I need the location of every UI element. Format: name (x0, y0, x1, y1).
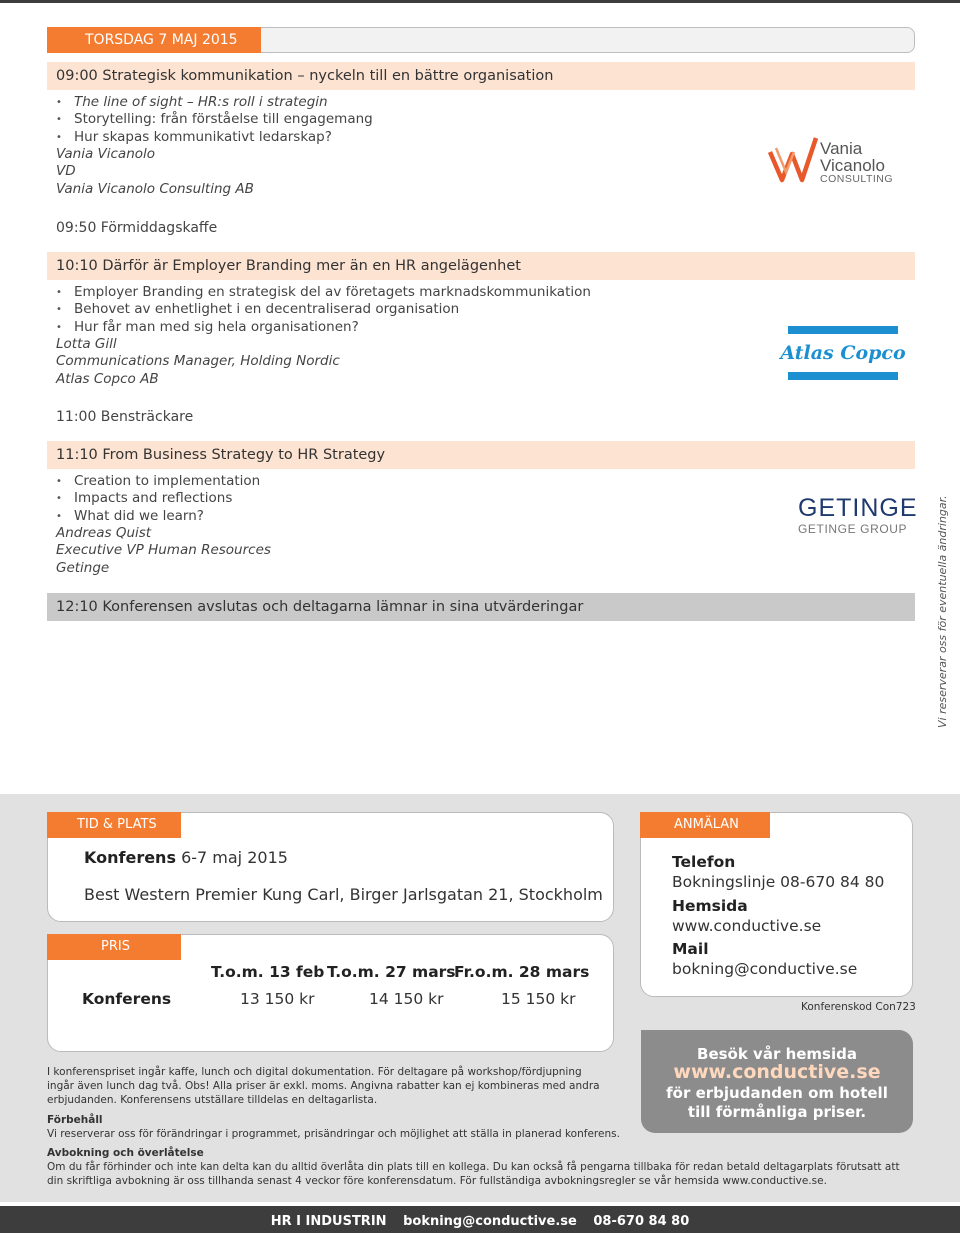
getinge-logo (798, 494, 918, 538)
visit-heading: Besök vår hemsida (697, 1045, 857, 1063)
svg-text:Vicanolo: Vicanolo (820, 156, 885, 175)
footer-phone: 08-670 84 80 (593, 1214, 690, 1229)
svg-text:Atlas Copco: Atlas Copco (780, 342, 906, 364)
speaker-company: Atlas Copco AB (56, 370, 159, 387)
svg-text:Vania: Vania (820, 139, 863, 158)
break-fika: 09:50 Förmiddagskaffe (56, 220, 218, 236)
session-title-1: 09:00 Strategisk kommunikation – nyckeln till en bättre organisation (47, 62, 915, 90)
price-column-2: T.o.m. 27 mars (327, 963, 456, 981)
atlas-copco-logo (780, 326, 906, 380)
tid-plats-tab: TID & PLATS (47, 812, 181, 838)
speaker-name: Lotta Gill (56, 336, 117, 352)
top-rule (0, 0, 960, 3)
speaker-name: Vania Vicanolo (56, 146, 156, 162)
bullet: • Storytelling: från förståelse till engagemang (56, 111, 373, 128)
session-bullets-3 (56, 473, 260, 525)
speaker-company: Vania Vicanolo Consulting AB (56, 180, 254, 197)
price-value-2: 14 150 kr (369, 990, 444, 1008)
visit-url[interactable]: www.conductive.se (673, 1061, 881, 1083)
bullet: • The line of sight – HR:s roll i strategin (56, 94, 373, 111)
bullet: • Hur skapas kommunikativt ledarskap? (56, 129, 373, 146)
speaker-name: Andreas Quist (56, 525, 152, 541)
price-value-1: 13 150 kr (240, 990, 315, 1008)
bullet: • Creation to implementation (56, 473, 260, 490)
speaker-title: VD (56, 163, 76, 180)
hemsida-link[interactable]: www.conductive.se (672, 917, 822, 935)
hemsida-label: Hemsida (672, 897, 748, 915)
telefon-value: Bokningslinje 08-670 84 80 (672, 873, 885, 891)
speaker-1 (56, 146, 254, 198)
price-row-label: Konferens (82, 990, 172, 1008)
speaker-title: Executive VP Human Resources (56, 542, 271, 559)
conference-dates: Konferens 6-7 maj 2015 (84, 848, 288, 867)
session-title-3: 11:10 From Business Strategy to HR Strategy (47, 441, 915, 469)
price-value-3: 15 150 kr (501, 990, 576, 1008)
session-title-2: 10:10 Därför är Employer Branding mer än en HR angelägenhet (47, 252, 915, 280)
mail-link[interactable]: bokning@conductive.se (672, 960, 858, 978)
svg-text:GETINGE GROUP: GETINGE GROUP (798, 522, 908, 536)
session-bullets-1 (56, 94, 373, 146)
footer (0, 1206, 960, 1233)
speaker-2 (56, 336, 340, 388)
speaker-company: Getinge (56, 559, 110, 576)
price-column-1: T.o.m. 13 feb (211, 963, 325, 981)
break-bensträckare: 11:00 Bensträckare (56, 409, 194, 425)
venue: Best Western Premier Kung Carl, Birger Jarlsgatan 21, Stockholm (84, 885, 603, 904)
bullet: • Behovet av enhetlighet i en decentraliserad organisation (56, 301, 591, 318)
footer-brand: HR I INDUSTRIN (270, 1214, 387, 1229)
footer-email[interactable]: bokning@conductive.se (403, 1214, 577, 1229)
price-column-3: Fr.o.m. 28 mars (454, 963, 590, 981)
konferenskod: Konferenskod Con723 (801, 1001, 916, 1013)
speaker-title: Communications Manager, Holding Nordic (56, 353, 340, 370)
bullet: • What did we learn? (56, 508, 260, 525)
date-tab: TORSDAG 7 MAJ 2015 (47, 27, 261, 53)
bullet: • Impacts and reflections (56, 490, 260, 507)
anmalan-tab: ANMÄLAN (640, 812, 770, 838)
visit-line3: för erbjudanden om hotell (666, 1084, 888, 1102)
closing-bar: 12:10 Konferensen avslutas och deltagarna lämnar in sina utvärderingar (47, 593, 915, 621)
side-note: Vi reserverar oss för eventuella ändringar. (936, 495, 949, 728)
visit-line4: till förmånliga priser. (687, 1103, 867, 1121)
svg-text:CONSULTING: CONSULTING (820, 173, 894, 185)
speaker-3 (56, 525, 271, 577)
avbokning-section: Avbokning och överlåtelse Om du får förhinder och inte kan delta kan du alltid överlåta din plats till en kollega. Du kan också få pengarna tillbaka för redan betald deltagarplats förutsatt att din skriftliga avbokning är oss tillhanda senast 4 veckor före konferensdatum. För fullständiga avbokningsregler se vår hemsida www.conductive.se. (47, 1147, 900, 1187)
telefon-label: Telefon (672, 853, 736, 871)
mail-label: Mail (672, 940, 709, 958)
session-bullets-2 (56, 284, 591, 336)
bullet: • Hur får man med sig hela organisationen? (56, 319, 591, 336)
vania-vicanolo-logo (768, 134, 908, 188)
fine-print-pricing: I konferenspriset ingår kaffe, lunch och digital dokumentation. För deltagare på workshop/fördjupning ingår även lunch dag två. Obs! Alla priser är exkl. moms. Angivna rabatter kan ej kombineras med andra erbjudanden. Konferensens utställare tilldelas en deltagarlista. (47, 1066, 600, 1106)
svg-text:GETINGE: GETINGE (798, 494, 918, 522)
pris-tab: PRIS (47, 934, 181, 960)
forbehall-section: Förbehåll Vi reserverar oss för förändringar i programmet, prisändringar och möjlighet att ställa in planerad konferens. (47, 1114, 620, 1140)
bullet: • Employer Branding en strategisk del av företagets marknadskommunikation (56, 284, 591, 301)
